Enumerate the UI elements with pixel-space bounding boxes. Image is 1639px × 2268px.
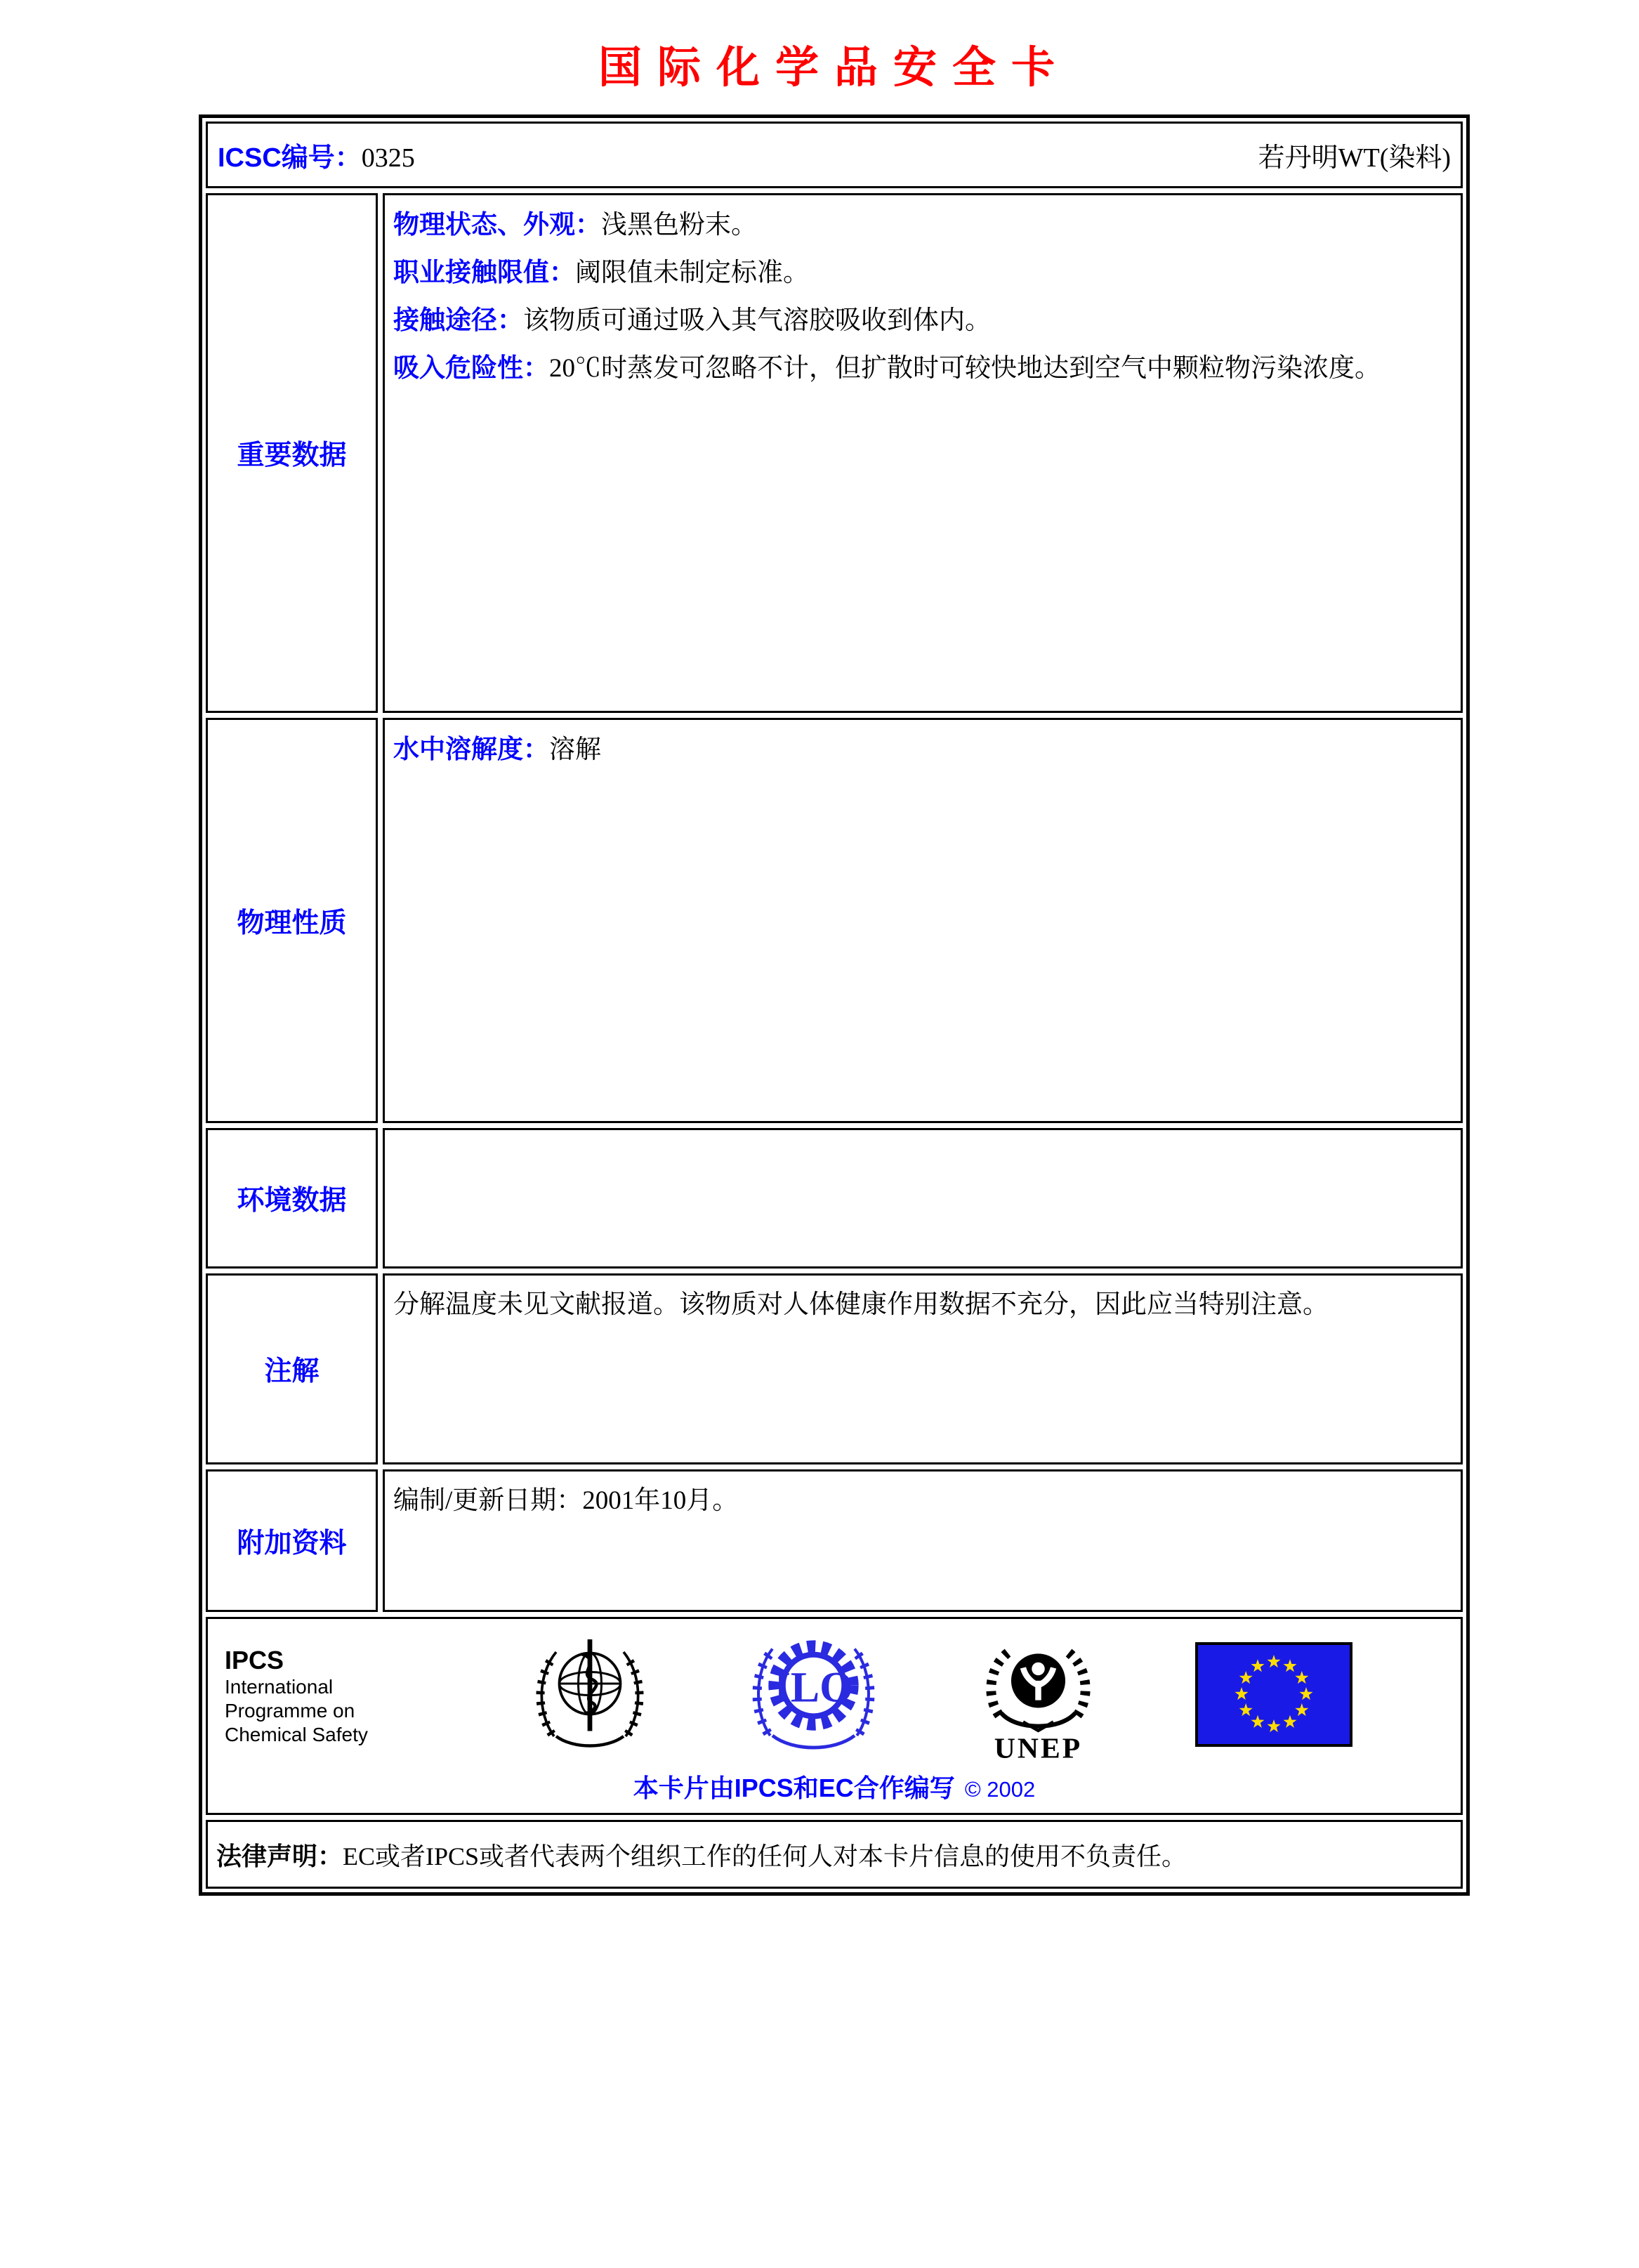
header-row <box>206 122 1463 188</box>
icsc-number-group <box>218 136 415 174</box>
legal-label: 法律声明： <box>216 1841 343 1870</box>
line-value: 溶解 <box>549 735 601 764</box>
ipcs-acronym: IPCS <box>225 1645 284 1674</box>
icsc-number-value: 0325 <box>361 143 415 173</box>
section-row-environmental-data <box>206 1128 1463 1269</box>
legal-text: EC或者IPCS或者代表两个组织工作的任何人对本卡片信息的使用不负责任。 <box>343 1842 1187 1870</box>
ilo-letters: ILO <box>773 1663 853 1711</box>
line-value: 该物质可通过吸入其气溶胶吸收到体内。 <box>523 306 991 335</box>
ipcs-text-block <box>225 1646 435 1747</box>
ipcs-name-line: Programme on <box>225 1699 355 1722</box>
unep-letters: UNEP <box>994 1732 1083 1761</box>
data-line <box>393 726 1449 773</box>
section-content-environmental-data <box>383 1128 1463 1269</box>
section-label-environmental-data: 环境数据 <box>206 1128 378 1269</box>
line-label: 职业接触限值： <box>393 258 575 287</box>
section-content-notes: 分解温度未见文献报道。该物质对人体健康作用数据不充分，因此应当特别注意。 <box>383 1273 1463 1464</box>
who-logo-icon <box>527 1631 653 1761</box>
page-title: 国际化学品安全卡 <box>598 44 1070 92</box>
line-label: 物理状态、外观： <box>393 210 601 239</box>
section-row-notes <box>206 1273 1463 1464</box>
line-value: 20℃时蒸发可忽略不计，但扩散时可较快地达到空气中颗粒物污染浓度。 <box>549 354 1381 383</box>
line-label: 水中溶解度： <box>393 735 549 763</box>
line-value: 浅黑色粉末。 <box>601 211 757 240</box>
icsc-number-label: ICSC编号： <box>218 143 362 173</box>
header-cell <box>206 122 1463 188</box>
data-line <box>393 296 1449 344</box>
line-label: 吸入危险性： <box>393 353 549 382</box>
footer-cell <box>206 1617 1463 1815</box>
data-line <box>393 344 1449 392</box>
footer-row <box>206 1617 1463 1815</box>
copyright-text: © 2002 <box>964 1777 1036 1802</box>
logo-strip <box>215 1623 1454 1769</box>
ipcs-name-line: Chemical Safety <box>225 1723 368 1745</box>
caption-text: 本卡片由IPCS和EC合作编写 <box>633 1774 955 1802</box>
section-content-additional-info: 编制/更新日期：2001年10月。 <box>383 1469 1463 1612</box>
section-label-physical-properties: 物理性质 <box>206 718 378 1123</box>
section-row-physical-properties <box>206 718 1463 1123</box>
unep-logo-icon <box>973 1631 1103 1761</box>
section-row-additional-info <box>206 1469 1463 1612</box>
section-label-additional-info: 附加资料 <box>206 1469 378 1612</box>
section-content-important-data <box>383 193 1463 713</box>
section-row-important-data <box>206 193 1463 713</box>
eu-flag-icon <box>1195 1642 1352 1750</box>
chemical-name: 若丹明WT(染料) <box>1258 143 1451 173</box>
data-line <box>393 249 1449 296</box>
footer-caption <box>215 1769 1454 1809</box>
ipcs-name-line: International <box>225 1675 334 1698</box>
legal-row <box>206 1820 1463 1889</box>
icsc-card <box>199 114 1470 1896</box>
line-value: 阈限值未制定标准。 <box>575 258 809 287</box>
ilo-logo-icon <box>745 1626 882 1766</box>
line-label: 接触途径： <box>393 306 523 334</box>
legal-cell <box>206 1820 1463 1889</box>
section-label-important-data: 重要数据 <box>206 193 378 713</box>
section-content-physical-properties <box>383 718 1463 1123</box>
data-line <box>393 201 1449 249</box>
section-label-notes: 注解 <box>206 1273 378 1464</box>
